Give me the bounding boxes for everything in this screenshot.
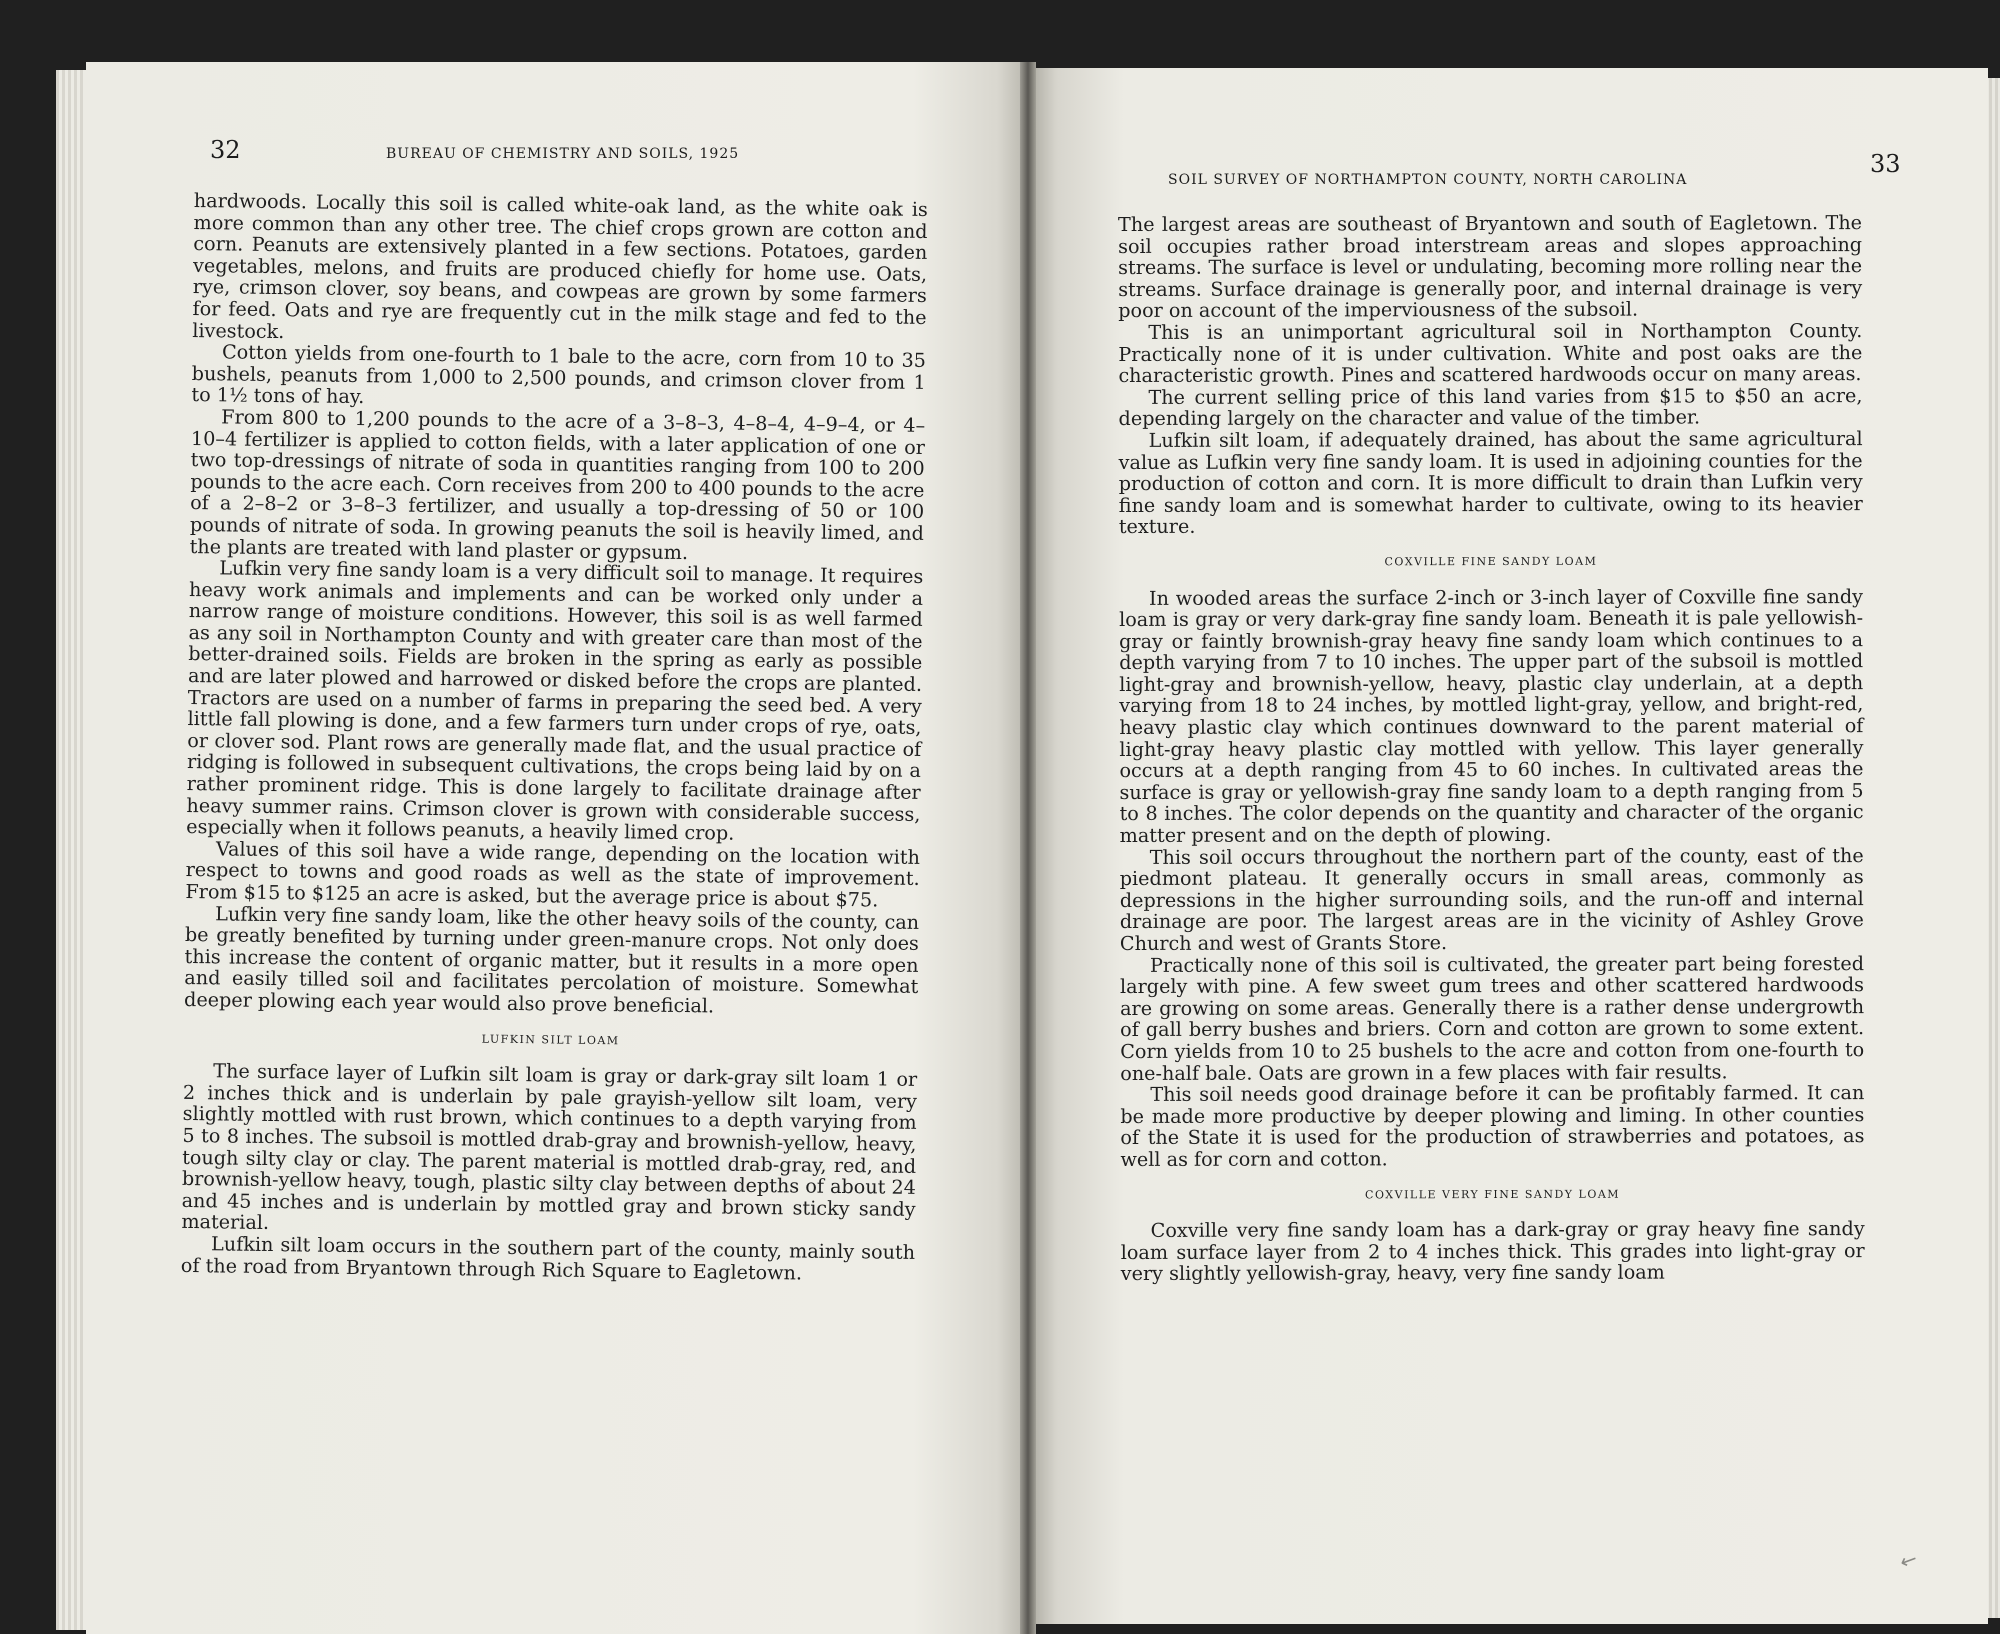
running-head: SOIL SURVEY OF NORTHAMPTON COUNTY, NORTH CAROLINA	[1168, 172, 1688, 188]
paragraph: Lufkin silt loam occurs in the southern part of the county, mainly south of the road from Bryantown through Rich Square to Eagletown.	[180, 1232, 916, 1285]
open-book	[28, 22, 1980, 1622]
paragraph: This is an unimportant agricultural soil in Northampton County. Practically none of it is under cultivation. White and post oaks are the characteristic growth. Pines and scattered hardwoods occur on many areas.	[1118, 319, 1863, 388]
pencil-mark: ←	[1896, 1545, 1921, 1575]
running-head: BUREAU OF CHEMISTRY AND SOILS, 1925	[386, 146, 740, 162]
book-gutter	[1020, 62, 1036, 1634]
page-number: 33	[1870, 150, 1901, 178]
section-heading: COXVILLE FINE SANDY LOAM	[1384, 554, 1598, 569]
paragraph: Lufkin silt loam, if adequately drained, has about the same agricultural value as Lufkin very fine sandy loam. It is used in adjoining counties for the production of cotton and corn. It is more difficult to drain than Lufkin very fine sandy loam and is somewhat harder to cultivate, owing to its heavier texture.	[1118, 426, 1863, 539]
text-column	[1118, 212, 1865, 1285]
section-heading: COXVILLE VERY FINE SANDY LOAM	[1365, 1187, 1621, 1201]
paragraph: Lufkin very fine sandy loam is a very difficult soil to manage. It requires heavy work animals and implements and can be worked only under a narrow range of moisture conditions. However, this soil is as well farmed as any soil in Northampton County and with greater care than most of the better-drained soils. Fields are broken in the spring as early as possible and are later plowed and harrowed or disked before the crops are planted. Tractors are used on a number of farms in preparing the seed bed. A very little fall plowing is done, and a few farmers turn under crops of rye, oats, or clover sod. Plant rows are generally made flat, and the usual practice of ridging is followed in subsequent cultivations, the crops being laid by on a rather prominent ridge. This is done largely to facilitate drainage after heavy summer rains. Crimson clover is grown with considerable success, especially when it follows peanuts, a heavily limed crop.	[186, 556, 924, 845]
paragraph: hardwoods. Locally this soil is called white-oak land, as the white oak is more common than any other tree. The chief crops grown are cotton and corn. Peanuts are extensively planted in a few sections. Potatoes, garden vegetables, melons, and fruits are produced chiefly for home use. Oats, rye, crimson clover, soy beans, and cowpeas are grown by some farmers for feed. Oats and rye are frequently cut in the milk stage and fed to the livestock.	[192, 189, 928, 343]
paragraph: This soil needs good drainage before it can be profitably farmed. It can be made more productive by deeper plowing and liming. In other counties of the State it is used for the production of strawberries and potatoes, as well as for corn and cotton.	[1120, 1081, 1865, 1171]
paragraph: Coxville very fine sandy loam has a dark-gray or gray heavy fine sandy loam surface layer from 2 to 4 inches thick. This grades into light-gray or very slightly yellowish-gray, heavy, very fine sandy loam	[1120, 1217, 1865, 1286]
paragraph: Practically none of this soil is cultivated, the greater part being forested largely with pine. A few sweet gum trees and other scattered hardwoods are growing on some areas. Generally there is a rather dense undergrowth of gall berry bushes and briers. Corn and cotton are grown to some extent. Corn yields from 10 to 25 bushels to the acre and cotton from one-fourth to one-half bale. Oats are grown in a few places with fair results.	[1119, 951, 1865, 1085]
paragraph: Cotton yields from one-fourth to 1 bale to the acre, corn from 10 to 35 bushels, peanuts from 1,000 to 2,500 pounds, and crimson clover from 1 to 1½ tons of hay.	[191, 340, 927, 409]
paragraph: The surface layer of Lufkin silt loam is gray or dark-gray silt loam 1 or 2 inches thick and is underlain by pale grayish-yellow silt loam, very slightly mottled with rust brown, which continues to a depth varying from 5 to 8 inches. The subsoil is mottled drab-gray and brownish-yellow, heavy, tough silty clay or clay. The parent material is mottled drab-gray, red, and brownish-yellow heavy, tough, plastic silty clay between depths of about 24 and 45 inches and is underlain by mottled gray and brown sticky sandy material.	[181, 1059, 918, 1235]
text-column	[181, 190, 928, 1285]
paragraph: Values of this soil have a wide range, depending on the location with respect to towns and good roads as well as the state of improvement. From $15 to $125 an acre is asked, but the average price is about $75.	[185, 837, 921, 912]
paragraph: Lufkin very fine sandy loam, like the other heavy soils of the county, can be greatly benefited by turning under green-manure crops. Not only does this increase the content of organic matter, but it results in a more open and easily tilled soil and facilitates percolation of moisture. Somewhat deeper plowing each year would also prove beneficial.	[183, 901, 920, 1018]
section-heading: LUFKIN SILT LOAM	[481, 1032, 620, 1047]
paragraph: In wooded areas the surface 2-inch or 3-inch layer of Coxville fine sandy loam is gray or very dark-gray fine sandy loam. Beneath it is pale yellowish-gray or faintly brownish-gray heavy fine sandy loam which continues to a depth varying from 7 to 10 inches. The upper part of the subsoil is mottled light-gray and brownish-yellow, heavy, plastic clay underlain, at a depth varying from 18 to 24 inches, by mottled light-gray, yellow, and bright-red, heavy plastic clay which continues downward to the parent material of light-gray heavy plastic clay mottled with yellow. This layer generally occurs at a depth ranging from 45 to 60 inches. In cultivated areas the surface is gray or yellowish-gray fine sandy loam to a depth ranging from 5 to 8 inches. The color depends on the quantity and character of the organic matter present and on the depth of plowing.	[1119, 584, 1864, 848]
right-page	[1028, 68, 1988, 1624]
page-number: 32	[210, 136, 241, 164]
paragraph: This soil occurs throughout the northern part of the county, east of the piedmont plateau. It generally occurs in small areas, commonly as depressions in the higher surrounding soils, and the run-off and internal drainage are poor. The largest areas are in the vicinity of Ashley Grove Church and west of Grants Store.	[1119, 843, 1864, 955]
left-page	[86, 62, 1026, 1634]
paragraph: From 800 to 1,200 pounds to the acre of a 3–8–3, 4–8–4, 4–9–4, or 4–10–4 fertilizer is applied to cotton fields, with a later application of one or two top-dressings of nitrate of soda in quantities ranging from 100 to 200 pounds to the acre each. Corn receives from 200 to 400 pounds to the acre of a 2–8–2 or 3–8–3 fertilizer, and usually a top-dressing of 50 or 100 pounds of nitrate of soda. In growing peanuts the soil is heavily limed, and the plants are treated with land plaster or gypsum.	[189, 405, 926, 564]
paragraph: The largest areas are southeast of Bryantown and south of Eagletown. The soil occupies rather broad interstream areas and slopes approaching streams. The surface is level or undulating, becoming more rolling near the streams. Surface drainage is generally poor, and internal drainage is very poor on account of the imperviousness of the subsoil.	[1117, 211, 1863, 323]
paragraph: The current selling price of this land varies from $15 to $50 an acre, depending largely on the character and value of the timber.	[1118, 383, 1863, 431]
